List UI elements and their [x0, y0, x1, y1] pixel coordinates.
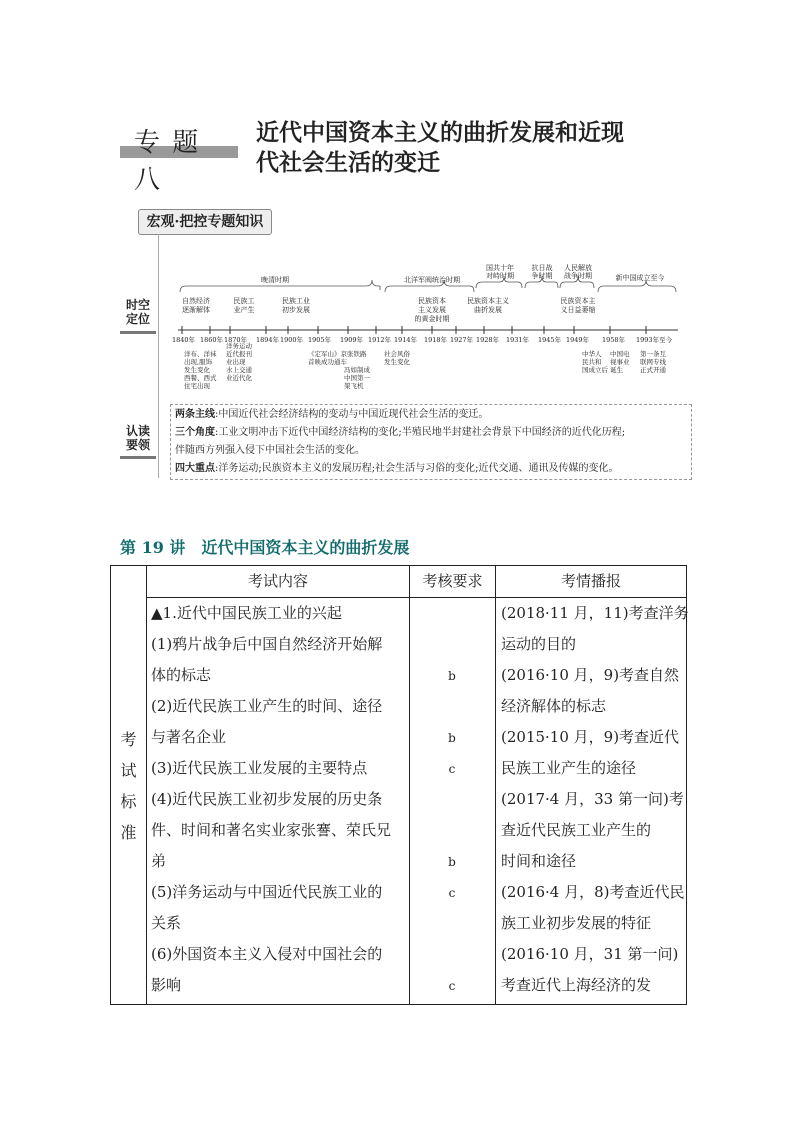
content-line: (4)近代民族工业初步发展的历史条 [151, 790, 383, 808]
lower-event: 发生变化 [384, 358, 410, 366]
requirement-value: c [448, 979, 456, 993]
lecture-title: 第 19 讲 近代中国资本主义的曲折发展 [120, 538, 410, 557]
upper-event: 主义发展 [418, 306, 446, 314]
lower-event: 中国第一 [344, 374, 370, 382]
timeline-side-label-line1: 时空 [125, 298, 150, 312]
upper-event: 初步发展 [282, 306, 310, 314]
period-labels [261, 263, 665, 284]
upper-event: 民族资本主 [560, 297, 596, 305]
table-header-content: 考试内容 [247, 572, 308, 590]
lower-event: 联网专线 [640, 358, 666, 366]
lower-event: 国成立后 [582, 366, 608, 374]
content-line: 体的标志 [151, 666, 212, 684]
requirement-value: b [448, 731, 456, 745]
lower-event: 住宅出现 [184, 382, 210, 390]
side-char: 标 [120, 792, 137, 811]
report-line: (2016·10 月，31 第一问) [501, 945, 679, 963]
content-line: (3)近代民族工业发展的主要特点 [151, 759, 368, 777]
year-label: 1918年 [424, 336, 448, 344]
table-side-label [111, 724, 146, 848]
lower-event: 诞生 [610, 366, 623, 374]
report-line: 运动的目的 [501, 635, 577, 653]
upper-event: 民族资本主义 [467, 297, 509, 305]
report-line: (2017·4 月，33 第一问)考 [501, 790, 684, 808]
upper-event: 义日益萎缩 [560, 306, 596, 314]
reading-side-label-line2: 要领 [125, 438, 150, 452]
content-line: (5)洋务运动与中国近代民族工业的 [151, 883, 383, 901]
timeline-side-label [120, 298, 156, 326]
chapter-title-line2: 代社会生活的变迁 [256, 149, 440, 176]
lower-event: 冯如制成 [344, 366, 370, 374]
topic-tag [120, 118, 238, 195]
report-line: (2016·10 月，9)考查自然 [501, 666, 680, 684]
report-line: 查近代民族工业产生的 [501, 821, 652, 839]
content-line: 关系 [151, 914, 182, 932]
requirement-value: c [448, 886, 456, 900]
chapter-title-line1: 近代中国资本主义的曲折发展和近现 [256, 119, 624, 146]
lower-event: 视事业 [610, 358, 630, 366]
topic-tag-text: 专 题 八 [134, 128, 201, 195]
content-line: ▲1.近代中国民族工业的兴起 [151, 604, 342, 622]
lower-event: 洋布、洋袜 [184, 350, 217, 358]
year-label: 1958年 [602, 336, 626, 344]
report-line: 时间和途径 [501, 852, 577, 870]
report-line: 族工业初步发展的特征 [501, 914, 652, 932]
lower-event: 正式开通 [640, 366, 666, 374]
reading-line-1-text: :中国近代社会经济结构的变动与中国近现代社会生活的变迁。 [215, 409, 489, 420]
reading-line-2-label: 三个角度 [175, 427, 215, 438]
report-line: 考查近代上海经济的发 [501, 976, 652, 994]
period-label: 战争时期 [564, 272, 592, 280]
lower-event: 水上交通 [226, 366, 252, 374]
lower-event: 中华人 [582, 350, 602, 358]
reading-line-2-text: :工业文明冲击下近代中国经济结构的变化;半殖民地半封建社会背景下中国经济的近代化历程; [215, 427, 626, 438]
reading-points-box [170, 404, 692, 480]
lower-event: 洋务运动 [226, 342, 252, 350]
upper-event: 的黄金时期 [414, 315, 450, 323]
year-label: 1949年 [566, 336, 590, 344]
lower-event: 业近代化 [226, 374, 252, 382]
upper-event: 曲折发展 [474, 306, 502, 314]
lower-event: 民共和 [582, 358, 602, 366]
period-label: 晚清时期 [261, 276, 289, 284]
year-label: 1900年 [280, 336, 304, 344]
content-line: 弟 [151, 852, 167, 870]
report-line: (2015·10 月，9)考查近代 [501, 728, 680, 746]
side-char: 考 [120, 730, 137, 749]
requirement-value: b [448, 855, 456, 869]
period-label: 国共十年 [486, 264, 514, 272]
lower-event: 架飞机 [344, 382, 364, 390]
lower-events [184, 341, 667, 390]
lower-event: 西餐、西式 [184, 374, 217, 382]
year-label: 1894年 [256, 336, 280, 344]
year-label: 1927年 [450, 336, 474, 344]
report-line: 经济解体的标志 [501, 697, 607, 715]
upper-event: 逐渐解体 [182, 306, 210, 314]
lower-event: 首映成功通车 [308, 358, 347, 366]
table-header-report: 考情播报 [560, 572, 621, 590]
lower-event: 近代报刊 [226, 350, 252, 358]
upper-event: 民族工 [233, 297, 255, 305]
exam-standards-table [110, 565, 687, 1005]
year-label: 1870年 [224, 336, 248, 344]
content-line: 影响 [151, 976, 182, 994]
reading-line-2 [175, 424, 625, 441]
content-line: (6)外国资本主义入侵对中国社会的 [151, 945, 383, 963]
year-label: 1912年 [368, 336, 392, 344]
timeline-diagram [170, 262, 690, 392]
lower-event: 中国电 [610, 350, 630, 358]
period-label: 争时期 [531, 272, 553, 280]
period-label: 北洋军阀统治时期 [404, 276, 460, 284]
lower-event: 第一条互 [640, 350, 666, 358]
upper-events [182, 296, 596, 323]
side-char: 准 [120, 823, 137, 842]
reading-side-label-line1: 认读 [125, 424, 150, 438]
year-label: 1928年 [476, 336, 500, 344]
period-label: 人民解放 [564, 264, 592, 272]
side-char: 试 [120, 761, 137, 780]
table-header-requirement: 考核要求 [422, 572, 483, 590]
period-label: 抗日战 [531, 264, 553, 272]
year-label: 1945年 [538, 336, 562, 344]
content-line: (1)鸦片战争后中国自然经济开始解 [151, 635, 383, 653]
year-label: 1905年 [308, 336, 332, 344]
reading-side-bar [120, 456, 156, 459]
report-line: 民族工业产生的途径 [501, 759, 637, 777]
reading-line-4-label: 四大重点 [175, 463, 215, 474]
timeline-side-bar [120, 331, 156, 334]
lower-event: 业出现 [226, 358, 246, 366]
upper-event: 民族资本 [418, 297, 446, 305]
table-col-requirement [410, 566, 496, 1004]
upper-event: 业产生 [233, 306, 255, 314]
period-label: 对峙时期 [486, 272, 514, 280]
content-line: 件、时间和著名实业家张謇、荣氏兄 [151, 821, 392, 839]
section-label: 宏观·把控专题知识 [138, 209, 272, 235]
year-label: 1860年 [200, 336, 224, 344]
content-line: 与著名企业 [151, 728, 227, 746]
lower-event: 发生变化 [184, 366, 210, 374]
upper-event: 自然经济 [182, 297, 210, 305]
reading-line-3-text: 伴随西方列强入侵下中国社会生活的变化。 [175, 445, 365, 456]
requirement-value: c [448, 762, 456, 776]
reading-line-4 [175, 460, 618, 477]
chapter-title [256, 118, 676, 178]
reading-line-4-text: :洋务运动;民族资本主义的发展历程;社会生活与习俗的变化;近代交通、通讯及传媒的变化。 [215, 463, 619, 474]
reading-line-3 [175, 442, 365, 459]
reading-side-label [120, 424, 156, 452]
report-line: (2016·4 月，8)考查近代民 [501, 883, 685, 901]
timeline-side-label-line2: 定位 [125, 312, 150, 326]
year-label: 1931年 [506, 336, 530, 344]
year-label: 1909年 [340, 336, 364, 344]
requirement-value: b [448, 669, 456, 683]
reading-line-1-label: 两条主线 [175, 409, 215, 420]
upper-event: 民族工业 [282, 297, 310, 305]
reading-line-1 [175, 406, 488, 423]
year-label: 1993年至今 [636, 336, 673, 344]
period-label: 新中国成立至今 [615, 274, 665, 282]
section-divider-line [158, 234, 159, 478]
content-line: (2)近代民族工业产生的时间、途径 [151, 697, 383, 715]
lower-event: 出现,服饰 [184, 358, 213, 366]
year-label: 1840年 [172, 336, 196, 344]
report-line: (2018·11 月，11)考查洋务 [501, 604, 689, 622]
lower-event: 《定军山》京张铁路 [308, 350, 367, 358]
year-label: 1914年 [394, 336, 418, 344]
lower-event: 社会风俗 [384, 350, 410, 358]
